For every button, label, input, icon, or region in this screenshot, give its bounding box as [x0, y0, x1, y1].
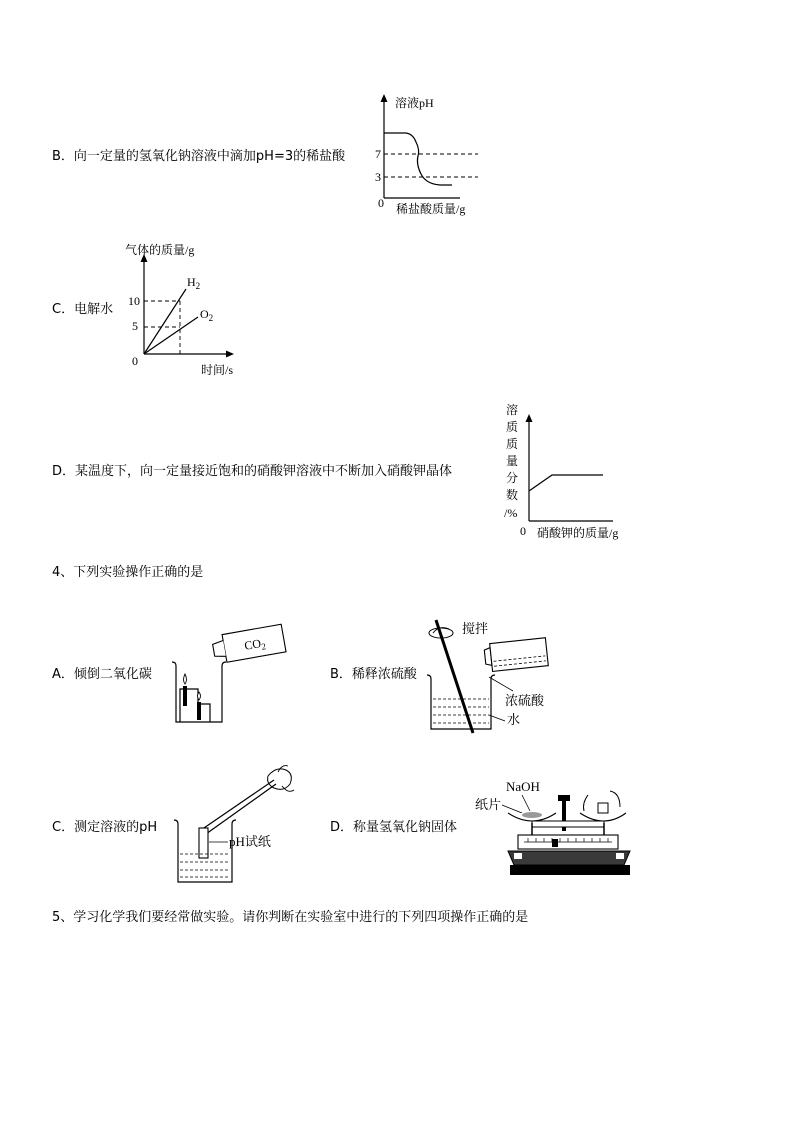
ph-test-figure [168, 762, 328, 887]
q4-option-d-label: D．称量氢氧化钠固体 [330, 820, 458, 835]
co2-bottle [211, 624, 286, 664]
h2-label: H [187, 275, 196, 289]
y-axis-arrow [526, 414, 533, 422]
ph-xlabel: 稀盐酸质量/g [396, 202, 466, 216]
h2-sub: 2 [195, 281, 201, 291]
q4-stem: 4、下列实验操作正确的是 [52, 565, 204, 580]
tweezers-1 [201, 780, 274, 830]
ph-chart [360, 88, 490, 223]
ph-paper [199, 828, 208, 858]
candle-low [197, 702, 201, 720]
flame-high [184, 674, 187, 684]
base-bottom [510, 865, 630, 875]
o2-label: O [200, 307, 209, 321]
rider [552, 839, 558, 847]
q3-option-b-label: B．向一定量的氢氧化钠溶液中滴加pH=3的稀盐酸 [52, 149, 346, 164]
balance-base [508, 851, 630, 865]
y-char-4: 量 [506, 454, 519, 468]
dilute-acid-figure [405, 615, 575, 740]
tick-7: 7 [375, 147, 381, 161]
tweezers-2 [206, 784, 276, 834]
y-char-3: 质 [506, 437, 519, 451]
hand [268, 769, 292, 789]
gas-xlabel: 时间/s [201, 363, 234, 377]
origin: 0 [520, 524, 526, 538]
candle-high [183, 686, 187, 706]
tick-5: 5 [132, 319, 138, 333]
acid-label: 浓硫酸 [505, 693, 545, 708]
pointer-top [558, 795, 570, 801]
ph-paper-label: pH试纸 [229, 834, 271, 849]
q3-option-c-label: C．电解水 [52, 302, 114, 317]
balance-figure [470, 775, 630, 885]
origin: 0 [378, 196, 384, 210]
flame-low [198, 692, 201, 700]
weight [598, 803, 608, 813]
stir-label: 搅拌 [462, 621, 489, 636]
co2-sub: 2 [260, 641, 267, 652]
q4-option-c-label: C．测定溶液的pH [52, 820, 158, 835]
gas-ylabel: 气体的质量/g [125, 243, 195, 257]
acid-bottle [484, 638, 549, 672]
q4-option-a-label: A．倾倒二氧化碳 [52, 667, 152, 682]
pour-co2-figure [170, 614, 295, 729]
origin: 0 [132, 354, 138, 368]
y-char-7: /% [504, 506, 518, 520]
tick-10: 10 [128, 294, 140, 308]
paper-pointer [502, 805, 522, 813]
mass-fraction-line [529, 475, 603, 491]
naoh-label: NaOH [506, 779, 540, 794]
acid-pointer [489, 677, 513, 691]
beam [532, 821, 604, 827]
co2-label: CO [243, 636, 263, 653]
solubility-chart [495, 398, 645, 543]
glass-rod [436, 620, 473, 733]
o2-line [144, 317, 198, 354]
q4-option-b-label: B．稀释浓硫酸 [330, 667, 417, 682]
y-char-6: 数 [506, 488, 519, 502]
y-char-2: 质 [506, 420, 519, 434]
q5-stem: 5、学习化学我们要经常做实验。请你判断在实验室中进行的下列四项操作正确的是 [52, 910, 529, 925]
water-label: 水 [507, 712, 521, 727]
y-char-5: 分 [506, 471, 519, 485]
naoh-solid [522, 812, 542, 818]
svg-text:O2 [200, 307, 213, 323]
x-axis-arrow [226, 351, 234, 358]
o2-sub: 2 [208, 313, 214, 323]
right-pan [580, 813, 626, 821]
paper-label: 纸片 [475, 797, 502, 812]
d-xlabel: 硝酸钾的质量/g [537, 526, 619, 540]
svg-text:H2 [187, 275, 200, 291]
beaker [427, 675, 495, 729]
y-axis-arrow [381, 94, 388, 102]
q3-option-d-label: D．某温度下，向一定量接近饱和的硝酸钾溶液中不断加入硝酸钾晶体 [52, 464, 453, 479]
electrolysis-chart [125, 238, 253, 383]
tick-3: 3 [375, 170, 381, 184]
y-char-1: 溶 [506, 403, 519, 417]
ph-ylabel: 溶液pH [395, 96, 434, 110]
naoh-pointer [522, 795, 530, 811]
